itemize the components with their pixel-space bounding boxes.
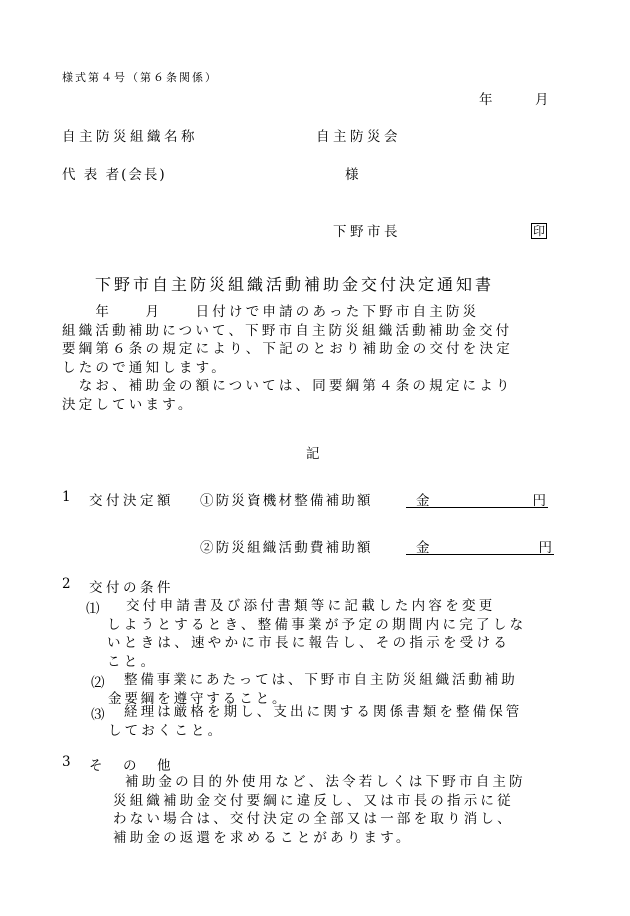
section3-line: わない場合は、交付決定の全部又は一部を取り消し、 <box>113 811 514 827</box>
intro-line: 年 月 日付けで申請のあった下野市自主防災 <box>62 304 480 320</box>
item2-prefix: 金 <box>416 540 433 556</box>
section3-text <box>113 773 526 847</box>
item2-unit: 円 <box>538 540 552 556</box>
form-label: 様式第４号（第６条関係） <box>62 71 218 84</box>
ki-heading: 記 <box>306 446 323 462</box>
intro-line: 決定しています。 <box>62 396 195 413</box>
item1-label: ①防災資機材整備補助額 <box>200 493 373 509</box>
condition3-number: ⑶ <box>91 707 105 723</box>
intro-line: 要綱第６条の規定により、下記のとおり補助金の交付を決定 <box>62 341 513 357</box>
section1-number: 1 <box>62 489 75 505</box>
condition2-number: ⑵ <box>91 675 105 691</box>
item2-label: ②防災組織活動費補助額 <box>200 540 373 556</box>
section2-label: 交付の条件 <box>89 580 174 596</box>
condition-line: しておくこと。 <box>108 722 225 739</box>
section3-line: 補助金の返還を求めることがあります。 <box>113 829 413 846</box>
condition-line: 整備事業にあたっては、下野市自主防災組織活動補助 <box>124 672 518 688</box>
section3-number: 3 <box>62 754 75 770</box>
item2-amount-field <box>406 536 554 555</box>
document-title: 下野市自主防災組織活動補助金交付決定通知書 <box>95 275 495 294</box>
section2-number: 2 <box>62 576 75 592</box>
condition1-number: ⑴ <box>86 601 100 617</box>
condition1-text <box>107 597 526 671</box>
date-year-label: 年 <box>479 92 496 108</box>
issuer-name: 下野市長 <box>333 224 401 240</box>
intro-line: 組織活動補助について、下野市自主防災組織活動補助金交付 <box>62 322 513 339</box>
item1-amount-field <box>406 489 548 508</box>
org-name-value: 自主防災会 <box>316 129 401 145</box>
intro-line: なお、補助金の額については、同要綱第４条の規定により <box>62 378 513 394</box>
condition-line: 金要綱を遵守すること。 <box>108 690 289 707</box>
date-month-label: 月 <box>535 92 552 108</box>
org-name-label: 自主防災組織名称 <box>62 129 198 145</box>
representative-label: 代 表 者(会長) <box>62 167 167 183</box>
condition-line: いときは、速やかに市長に報告し、その指示を受ける <box>107 635 511 651</box>
item1-prefix: 金 <box>416 493 433 509</box>
condition3-text <box>108 703 522 740</box>
section3-line: 災組織補助金交付要綱に違反し、又は市長の指示に従 <box>113 792 514 809</box>
section3-line: 補助金の目的外使用など、法令若しくは下野市自主防 <box>125 774 526 790</box>
seal-mark: 印 <box>533 224 546 238</box>
intro-line: したので通知します。 <box>62 359 228 376</box>
condition-line: こと。 <box>107 653 158 670</box>
item1-unit: 円 <box>532 493 546 509</box>
honorific-sama: 様 <box>345 167 362 183</box>
section1-label: 交付決定額 <box>89 493 174 509</box>
section3-label: そ の 他 <box>89 758 174 774</box>
condition-line: 交付申請書及び添付書類等に記載した内容を変更 <box>126 598 496 614</box>
intro-paragraph <box>62 303 513 414</box>
condition-line: しようとするとき、整備事業が予定の期間内に完了しな <box>107 616 527 633</box>
condition-line: 経理は厳格を期し、支出に関する関係書類を整備保管 <box>124 704 523 720</box>
